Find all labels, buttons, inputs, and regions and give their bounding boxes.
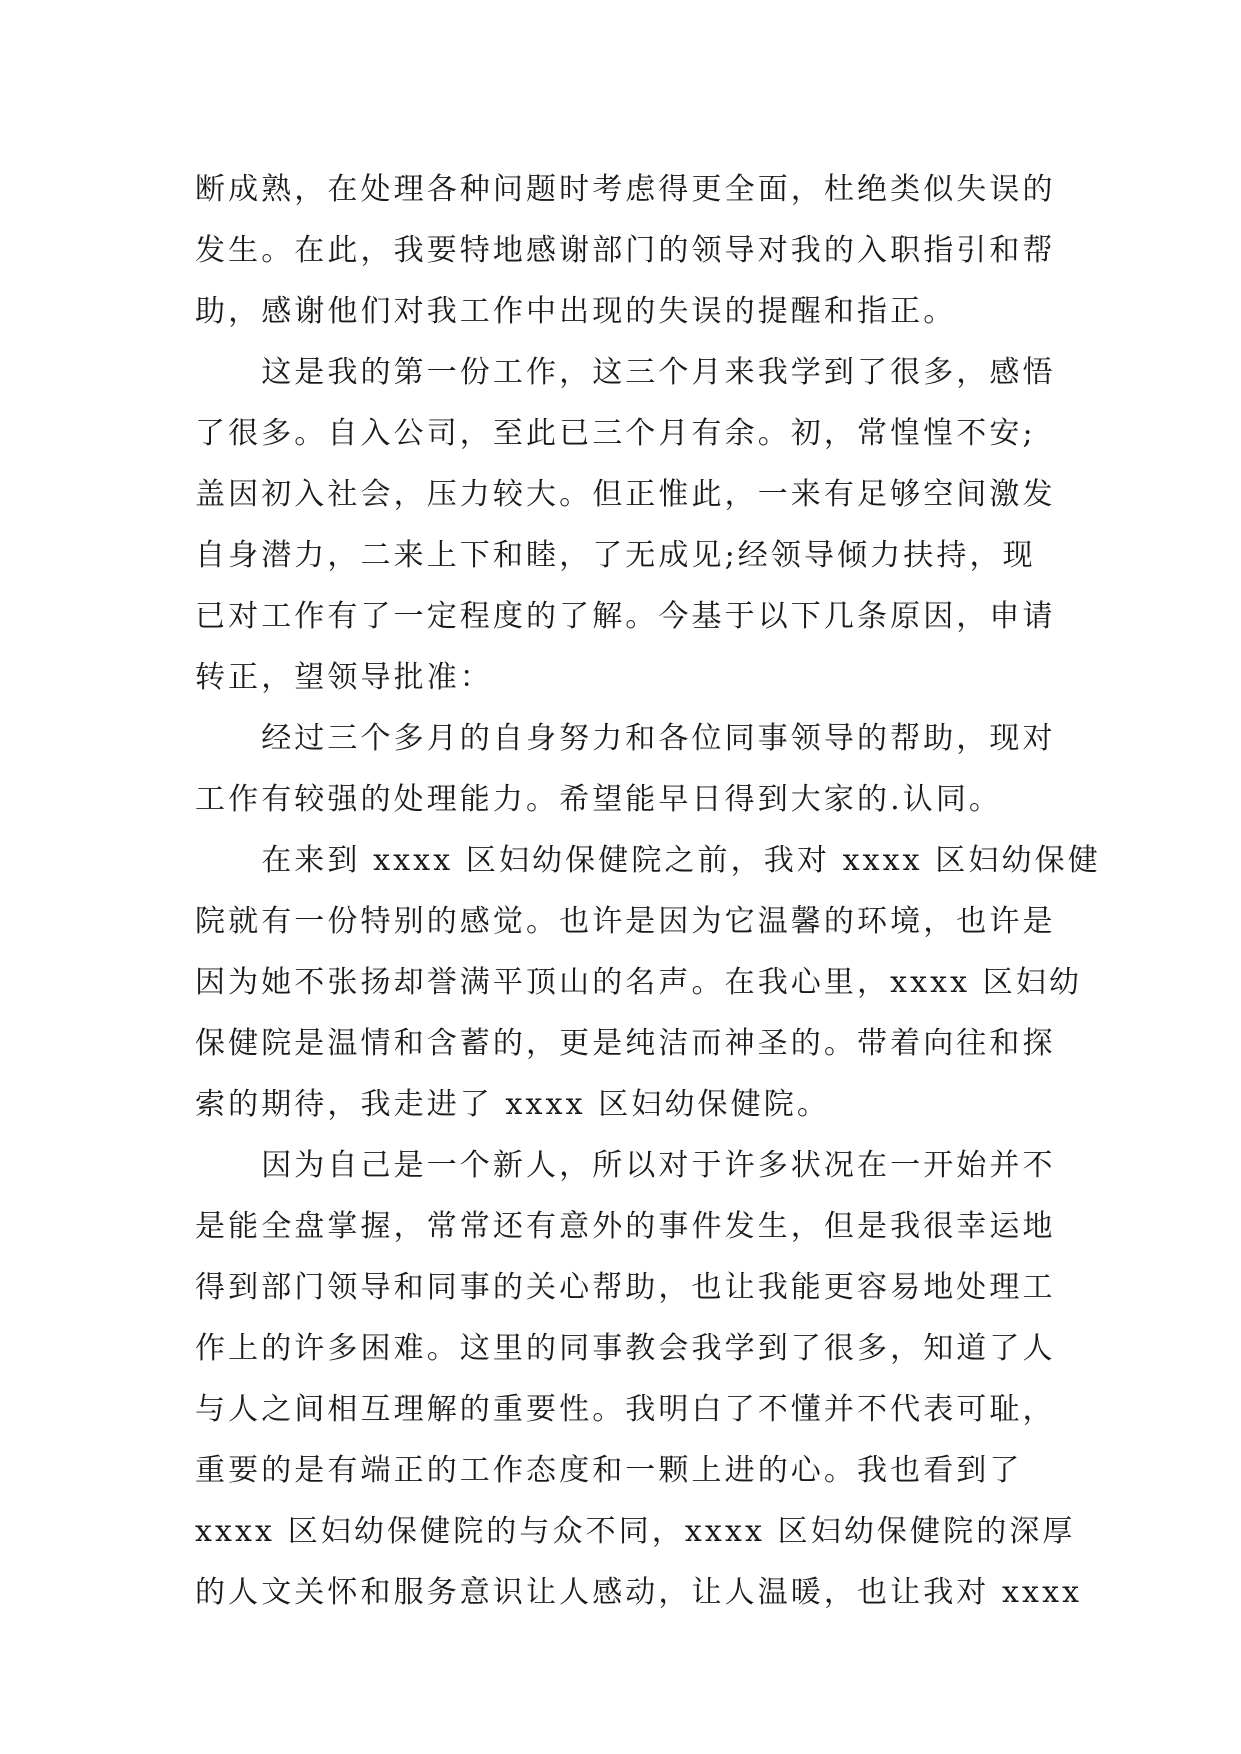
text-line: 发生。在此，我要特地感谢部门的领导对我的入职指引和帮 [195, 233, 1056, 268]
text-line: xxxx 区妇幼保健院的与众不同，xxxx 区妇幼保健院的深厚 [195, 1514, 1076, 1549]
text-line: 院就有一份特别的感觉。也许是因为它温馨的环境，也许是 [195, 904, 1056, 939]
text-line: 这是我的第一份工作，这三个月来我学到了很多，感悟 [195, 355, 1056, 390]
text-line: 重要的是有端正的工作态度和一颗上进的心。我也看到了 [195, 1453, 1023, 1488]
text-line: 工作有较强的处理能力。希望能早日得到大家的.认同。 [195, 782, 1003, 817]
text-line: 保健院是温情和含蓄的，更是纯洁而神圣的。带着向往和探 [195, 1026, 1056, 1061]
text-line: 转正，望领导批准： [195, 660, 493, 695]
text-line: 索的期待，我走进了 xxxx 区妇幼保健院。 [195, 1087, 830, 1122]
text-line: 自身潜力，二来上下和睦，了无成见;经领导倾力扶持，现 [195, 538, 1036, 573]
text-line: 因为自己是一个新人，所以对于许多状况在一开始并不 [195, 1148, 1056, 1183]
document-body [195, 159, 1101, 1623]
text-line: 在来到 xxxx 区妇幼保健院之前，我对 xxxx 区妇幼保健 [195, 843, 1101, 878]
text-line: 盖因初入社会，压力较大。但正惟此，一来有足够空间激发 [195, 477, 1056, 512]
text-line: 断成熟，在处理各种问题时考虑得更全面，杜绝类似失误的 [195, 172, 1056, 207]
text-line: 的人文关怀和服务意识让人感动，让人温暖，也让我对 xxxx [195, 1575, 1083, 1610]
text-line: 作上的许多困难。这里的同事教会我学到了很多，知道了人 [195, 1331, 1056, 1366]
text-line: 经过三个多月的自身努力和各位同事领导的帮助，现对 [195, 721, 1056, 756]
text-line: 已对工作有了一定程度的了解。今基于以下几条原因，申请 [195, 599, 1056, 634]
text-line: 因为她不张扬却誉满平顶山的名声。在我心里，xxxx 区妇幼 [195, 965, 1083, 1000]
text-line: 了很多。自入公司，至此已三个月有余。初，常惶惶不安; [195, 416, 1036, 451]
text-line: 是能全盘掌握，常常还有意外的事件发生，但是我很幸运地 [195, 1209, 1056, 1244]
text-line: 与人之间相互理解的重要性。我明白了不懂并不代表可耻， [195, 1392, 1056, 1427]
text-line: 助，感谢他们对我工作中出现的失误的提醒和指正。 [195, 294, 957, 329]
text-line: 得到部门领导和同事的关心帮助，也让我能更容易地处理工 [195, 1270, 1056, 1305]
